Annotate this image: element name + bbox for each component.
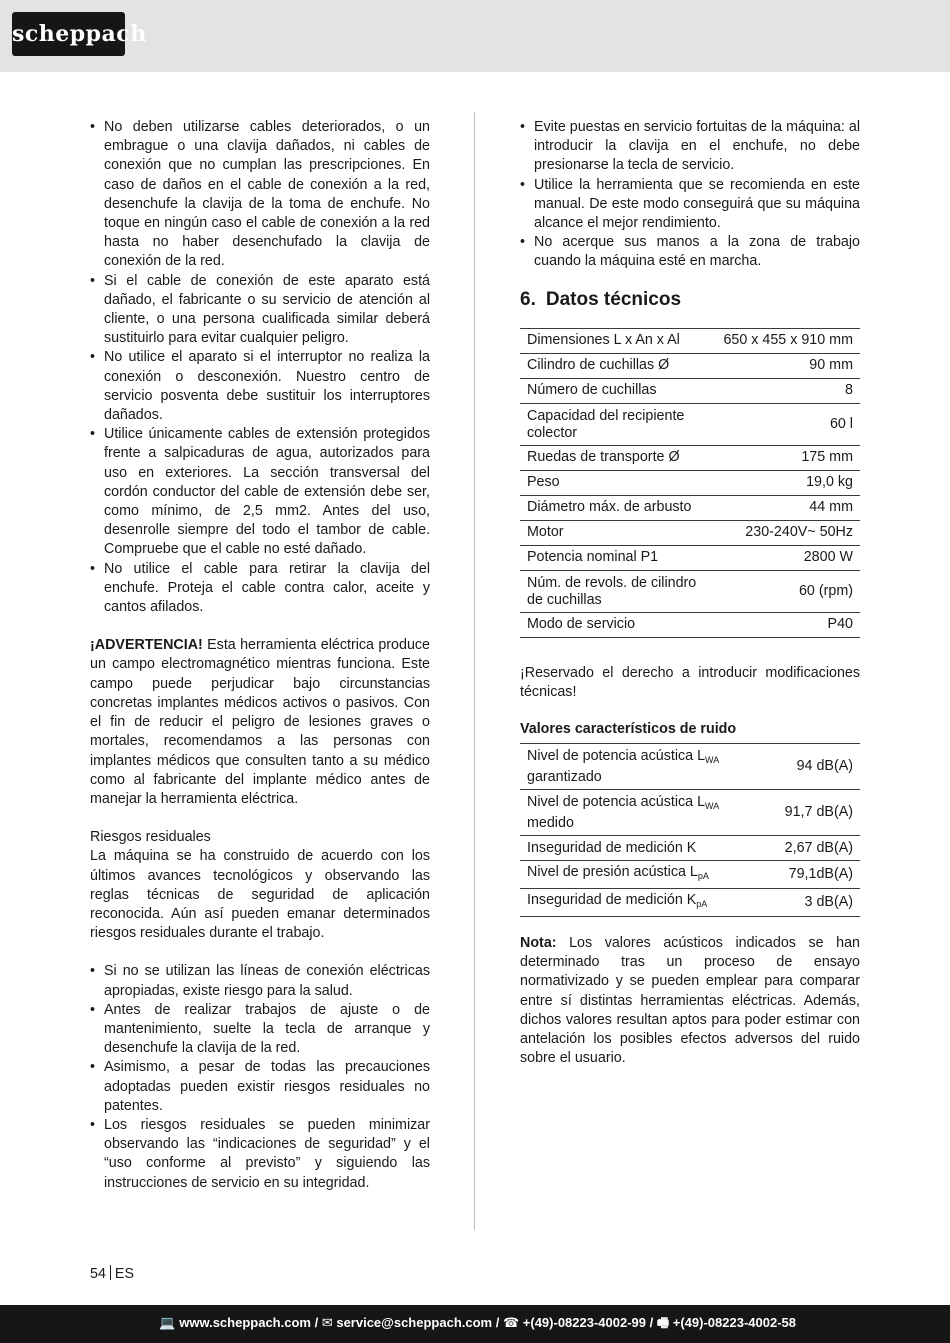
noise-value: 2,67 dB(A) — [784, 839, 853, 856]
spec-label: Modo de servicio — [527, 616, 636, 633]
spec-label: Número de cuchillas — [527, 382, 657, 399]
noise-label: Inseguridad de medición K — [527, 839, 697, 856]
spec-label: Diámetro máx. de arbusto — [527, 499, 692, 516]
footer-website[interactable]: www.scheppach.com — [179, 1315, 311, 1330]
spec-value: 230-240V~ 50Hz — [745, 524, 853, 541]
footer-separator: / — [646, 1315, 657, 1330]
residual-risks-title: Riesgos residuales — [90, 829, 211, 846]
table-row — [520, 545, 860, 570]
warning-text: Esta herramienta eléctrica produce un campo electromagnético mientras funciona. Este campo puede perjudicar bajo circunstancias concretas implantes médicos activos o pasivos. Con el fin de reducir el peligro de lesiones graves o mortales, recomendamos a las personas con implantes médicos que consulten tanto a su médico como al fabricante del implante médico antes de manejar la herramienta eléctrica. — [90, 637, 430, 807]
footer-contact — [159, 1305, 796, 1341]
note-paragraph — [520, 934, 860, 1068]
spec-value: 60 (rpm) — [798, 582, 853, 599]
table-row — [520, 744, 860, 790]
page-header — [0, 0, 950, 72]
table-row — [520, 520, 860, 545]
list-item: • Si no se utilizan las líneas de conexión eléctricas apropiadas, existe riesgo para la salud. — [90, 962, 430, 1000]
section-heading — [520, 288, 860, 312]
technical-data-table — [520, 328, 860, 638]
residual-bullet-list — [90, 962, 430, 1192]
noise-label: Inseguridad de medición $K_{pA}$ — [527, 892, 708, 910]
usage-bullet-list — [520, 118, 860, 272]
list-item: • Si el cable de conexión de este aparato está dañado, el fabricante o su servicio de atención al cliente, o una persona cualificada similar deberá sustituirlo para evitar cualquier peligro. — [90, 272, 430, 349]
spec-value: 650 x 455 x 910 mm — [723, 332, 853, 349]
warning-label: ¡ADVERTENCIA! — [90, 637, 203, 654]
table-row — [520, 403, 860, 445]
list-item: • No utilice el cable para retirar la clavija del enchufe. Proteja el cable contra calor, aceite y cantos afilados. — [90, 560, 430, 618]
table-row — [520, 495, 860, 520]
spec-label: Motor — [527, 524, 564, 541]
scheppach-logo: scheppach — [12, 12, 125, 56]
spec-label: Cilindro de cuchillas Ø — [527, 357, 670, 374]
reserved-note: ¡Reservado el derecho a introducir modificaciones técnicas! — [520, 664, 860, 700]
page-number-value: 54 — [90, 1266, 106, 1282]
noise-value: 94 dB(A) — [796, 758, 853, 775]
footer-fax: +(49)-08223-4002-58 — [672, 1315, 796, 1330]
spec-label: Dimensiones L x An x Al — [527, 332, 680, 349]
list-item: • Utilice únicamente cables de extensión protegidos frente a salpicaduras de agua, autorizados para uso en exteriores. La sección transversal del cordón conductor del cable de extensión debe ser, como mínimo, de 2,5 mm2. Antes del uso, desenrolle siempre del todo el tambor de cable. Compruebe que el cable no esté dañado. — [90, 425, 430, 559]
spec-value: P40 — [827, 616, 853, 633]
spec-label: Capacidad del recipiente colector — [527, 407, 685, 441]
section-title: Datos técnicos — [545, 288, 682, 310]
page-language: ES — [114, 1266, 134, 1282]
table-row — [520, 328, 860, 353]
list-item: • Los riesgos residuales se pueden minimizar observando las “indicaciones de seguridad” y el “uso conforme al previsto” y siguiendo las instrucciones de servicio en su integridad. — [90, 1116, 430, 1193]
table-row — [520, 353, 860, 378]
noise-value: 3 dB(A) — [804, 894, 853, 911]
residual-risks-text: La máquina se ha construido de acuerdo con los últimos avances tecnológicos y observando las reglas técnicas de seguridad de aplicación reconocida. Aún así pueden emanar determinados riesgos residuales durante el trabajo. — [90, 848, 430, 942]
table-row — [520, 612, 860, 637]
list-item: • Evite puestas en servicio fortuitas de la máquina: al introducir la clavija en el enchufe, no debe presionarse la tecla de servicio. — [520, 118, 860, 176]
noise-label: Nivel de potencia acústica $L_{WA}$ garantizado — [527, 748, 720, 786]
computer-icon: 💻 — [159, 1315, 176, 1330]
page-number — [90, 1265, 134, 1282]
spec-value: 8 — [845, 382, 853, 399]
page-number-separator — [110, 1265, 111, 1280]
table-row — [520, 836, 860, 861]
list-item: • No deben utilizarse cables deteriorados, o un embrague o una clavija dañados, ni cables de conexión que no cumplan las prescripciones. En caso de daños en el cable de conexión a la red, desenchufe la clavija de la toma de enchufe. No toque en ningún caso el cable de conexión a la red hasta no haber desenchufado la clavija de conexión de la red. — [90, 118, 430, 272]
footer-phone: +(49)-08223-4002-99 — [522, 1315, 647, 1330]
table-row — [520, 861, 860, 889]
spec-value: 2800 W — [803, 549, 853, 566]
list-item: • No acerque sus manos a la zona de trabajo cuando la máquina esté en marcha. — [520, 233, 860, 271]
table-row — [520, 889, 860, 917]
left-column — [90, 118, 430, 1193]
spec-label: Núm. de revols. de cilindro de cuchillas — [527, 574, 697, 608]
page-footer — [0, 1305, 950, 1343]
spec-value: 60 l — [829, 415, 853, 432]
table-row — [520, 790, 860, 836]
email-icon: ✉ — [321, 1315, 333, 1330]
list-item: • No utilice el aparato si el interruptor no realiza la conexión o desconexión. Nuestro centro de servicio posventa debe sustituir los interruptores dañados. — [90, 348, 430, 425]
safety-bullet-list — [90, 118, 430, 617]
spec-value: 175 mm — [801, 449, 853, 466]
spec-value: 90 mm — [809, 357, 853, 374]
fax-icon: 🖷 — [656, 1315, 670, 1330]
noise-values-title: Valores característicos de ruido — [520, 721, 737, 738]
table-row — [520, 445, 860, 470]
noise-label: Nivel de potencia acústica $L_{WA}$ medido — [527, 794, 720, 832]
phone-icon: ☎ — [502, 1315, 520, 1330]
spec-value: 19,0 kg — [806, 474, 853, 491]
noise-label: Nivel de presión acústica $L_{pA}$ — [527, 864, 709, 882]
list-item: • Antes de realizar trabajos de ajuste o de mantenimiento, suelte la tecla de arranque y desenchufe la clavija de la red. — [90, 1001, 430, 1059]
spec-label: Ruedas de transporte Ø — [527, 449, 680, 466]
spec-label: Peso — [527, 474, 560, 491]
footer-separator: / — [310, 1315, 322, 1330]
noise-value: 79,1dB(A) — [788, 866, 853, 883]
warning-paragraph — [90, 636, 430, 809]
note-text: Los valores acústicos indicados se han determinado tras un proceso de ensayo normativizado y se pueden emplear para comparar entre sí distintas herramientas eléctricas. Además, dichos valores resultan aptos para poder estimar con antelación los posibles efectos adversos del ruido sobre el usuario. — [520, 935, 860, 1067]
footer-email[interactable]: service@scheppach.com — [336, 1315, 493, 1330]
table-row — [520, 378, 860, 403]
noise-value: 91,7 dB(A) — [784, 804, 853, 821]
note-label: Nota: — [520, 935, 557, 952]
footer-separator: / — [492, 1315, 503, 1330]
table-row — [520, 570, 860, 612]
right-column — [520, 118, 860, 1068]
list-item: • Utilice la herramienta que se recomienda en este manual. De este modo conseguirá que su máquina alcance el mejor rendimiento. — [520, 176, 860, 234]
spec-value: 44 mm — [809, 499, 853, 516]
noise-values-table — [520, 743, 860, 917]
section-number: 6. — [520, 288, 536, 310]
column-divider — [474, 112, 475, 1230]
list-item: • Asimismo, a pesar de todas las precauciones adoptadas pueden existir riesgos residuales no patentes. — [90, 1058, 430, 1116]
table-row — [520, 470, 860, 495]
spec-label: Potencia nominal P1 — [527, 549, 659, 566]
